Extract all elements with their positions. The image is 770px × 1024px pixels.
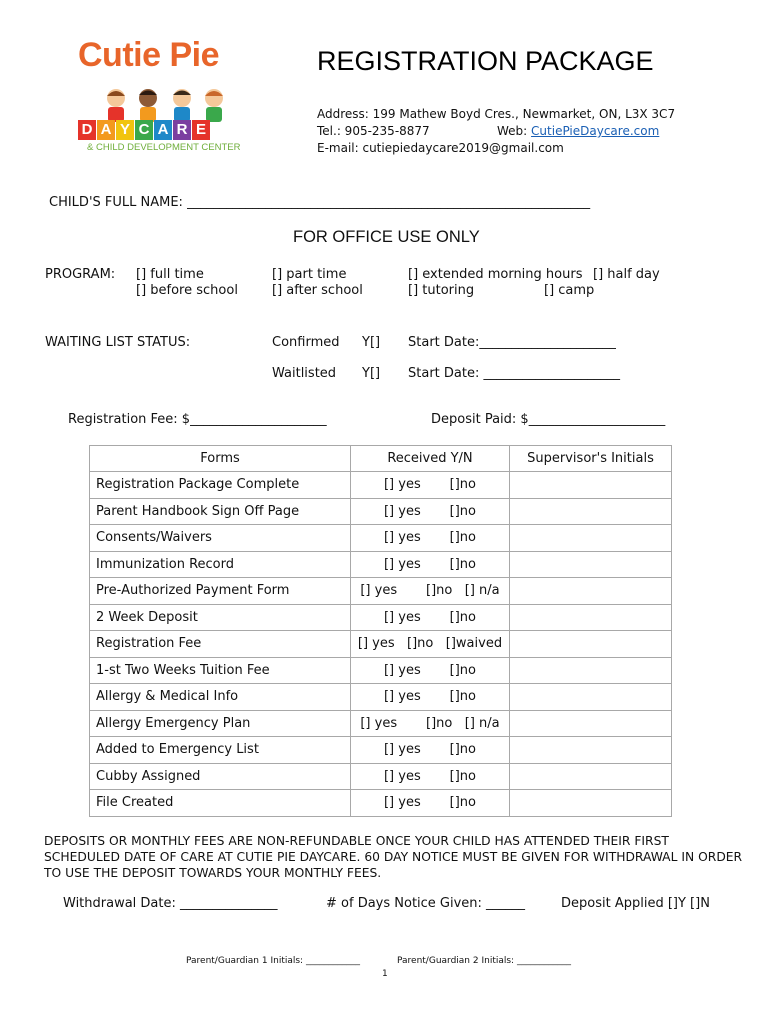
table-row bbox=[90, 525, 672, 552]
form-name: Consents/Waivers bbox=[90, 525, 351, 552]
program-part-time[interactable]: [] part time bbox=[272, 267, 347, 282]
website bbox=[497, 124, 659, 138]
received-options[interactable]: [] yes []no []waived bbox=[351, 631, 510, 658]
child-full-name-field[interactable]: CHILD'S FULL NAME: ______________________________________________________________ bbox=[49, 195, 591, 210]
supervisor-initials-cell[interactable] bbox=[510, 737, 672, 764]
form-name: Allergy Emergency Plan bbox=[90, 710, 351, 737]
received-options[interactable]: [] yes []no bbox=[351, 525, 510, 552]
table-row bbox=[90, 631, 672, 658]
table-row bbox=[90, 684, 672, 711]
supervisor-initials-cell[interactable] bbox=[510, 525, 672, 552]
table-row bbox=[90, 604, 672, 631]
logo-subtitle: & CHILD DEVELOPMENT CENTER bbox=[87, 142, 241, 153]
received-options[interactable]: [] yes []no bbox=[351, 551, 510, 578]
supervisor-initials-cell[interactable] bbox=[510, 631, 672, 658]
daycare-letter: D bbox=[78, 120, 96, 140]
parent1-initials[interactable]: Parent/Guardian 1 Initials: ____________ bbox=[186, 956, 360, 966]
refund-notice: DEPOSITS OR MONTHLY FEES ARE NON-REFUNDABLE ONCE YOUR CHILD HAS ATTENDED THEIR FIRST SCHEDULED DATE OF CARE AT CUTIE PIE DAYCARE. 60 DAY NOTICE MUST BE GIVEN FOR WITHDRAWAL IN ORDER TO USE THE DEPOSIT TOWARDS YOUR MONTHLY FEES. bbox=[44, 834, 743, 880]
form-name: Registration Fee bbox=[90, 631, 351, 658]
form-name: File Created bbox=[90, 790, 351, 817]
table-row bbox=[90, 763, 672, 790]
daycare-letter: R bbox=[173, 120, 191, 140]
form-name: 2 Week Deposit bbox=[90, 604, 351, 631]
table-row bbox=[90, 551, 672, 578]
table-row bbox=[90, 710, 672, 737]
supervisor-initials-cell[interactable] bbox=[510, 763, 672, 790]
header-initials: Supervisor's Initials bbox=[510, 446, 672, 472]
parent2-initials[interactable]: Parent/Guardian 2 Initials: ____________ bbox=[397, 956, 571, 966]
waiting-list-label: WAITING LIST STATUS: bbox=[45, 335, 191, 350]
deposit-applied-field[interactable]: Deposit Applied []Y []N bbox=[561, 896, 710, 911]
form-name: 1-st Two Weeks Tuition Fee bbox=[90, 657, 351, 684]
program-half-day[interactable]: [] half day bbox=[593, 267, 660, 282]
program-before-school[interactable]: [] before school bbox=[136, 283, 238, 298]
confirmed-label: Confirmed bbox=[272, 335, 340, 350]
received-options[interactable]: [] yes []no bbox=[351, 790, 510, 817]
form-name: Cubby Assigned bbox=[90, 763, 351, 790]
confirmed-start-date[interactable]: Start Date:_____________________ bbox=[408, 335, 616, 350]
supervisor-initials-cell[interactable] bbox=[510, 551, 672, 578]
table-row bbox=[90, 578, 672, 605]
daycare-letter: E bbox=[192, 120, 210, 140]
program-tutoring[interactable]: [] tutoring bbox=[408, 283, 475, 298]
form-name: Allergy & Medical Info bbox=[90, 684, 351, 711]
registration-fee-field[interactable]: Registration Fee: $_____________________ bbox=[68, 412, 327, 427]
supervisor-initials-cell[interactable] bbox=[510, 684, 672, 711]
supervisor-initials-cell[interactable] bbox=[510, 790, 672, 817]
program-full-time[interactable]: [] full time bbox=[136, 267, 204, 282]
table-row bbox=[90, 737, 672, 764]
program-camp[interactable]: [] camp bbox=[544, 283, 595, 298]
email: E-mail: cutiepiedaycare2019@gmail.com bbox=[317, 141, 564, 155]
form-name: Registration Package Complete bbox=[90, 472, 351, 499]
daycare-letter: Y bbox=[116, 120, 134, 140]
confirmed-checkbox[interactable]: Y[] bbox=[362, 335, 381, 350]
program-label: PROGRAM: bbox=[45, 267, 116, 282]
website-label: Web: bbox=[497, 124, 528, 138]
received-options[interactable]: [] yes []no bbox=[351, 763, 510, 790]
supervisor-initials-cell[interactable] bbox=[510, 657, 672, 684]
supervisor-initials-cell[interactable] bbox=[510, 604, 672, 631]
table-header-row bbox=[90, 446, 672, 472]
supervisor-initials-cell[interactable] bbox=[510, 472, 672, 499]
header-received: Received Y/N bbox=[351, 446, 510, 472]
received-options[interactable]: [] yes []no bbox=[351, 657, 510, 684]
received-options[interactable]: [] yes []no [] n/a bbox=[351, 710, 510, 737]
waitlisted-checkbox[interactable]: Y[] bbox=[362, 366, 381, 381]
daycare-letter: A bbox=[97, 120, 115, 140]
form-name: Parent Handbook Sign Off Page bbox=[90, 498, 351, 525]
forms-table bbox=[89, 445, 672, 817]
form-name: Immunization Record bbox=[90, 551, 351, 578]
received-options[interactable]: [] yes []no bbox=[351, 498, 510, 525]
waitlisted-start-date[interactable]: Start Date: _____________________ bbox=[408, 366, 620, 381]
address: Address: 199 Mathew Boyd Cres., Newmarket, ON, L3X 3C7 bbox=[317, 107, 676, 121]
received-options[interactable]: [] yes []no bbox=[351, 604, 510, 631]
daycare-logo bbox=[76, 36, 244, 160]
daycare-letter: C bbox=[135, 120, 153, 140]
received-options[interactable]: [] yes []no bbox=[351, 684, 510, 711]
waitlisted-label: Waitlisted bbox=[272, 366, 337, 381]
telephone: Tel.: 905-235-8877 bbox=[317, 124, 430, 138]
table-row bbox=[90, 498, 672, 525]
form-name: Added to Emergency List bbox=[90, 737, 351, 764]
daycare-letters bbox=[78, 120, 210, 140]
office-use-heading: FOR OFFICE USE ONLY bbox=[293, 228, 480, 246]
table-row bbox=[90, 790, 672, 817]
days-notice-field[interactable]: # of Days Notice Given: ______ bbox=[326, 896, 526, 911]
logo-title: Cutie Pie bbox=[78, 36, 219, 74]
supervisor-initials-cell[interactable] bbox=[510, 578, 672, 605]
received-options[interactable]: [] yes []no [] n/a bbox=[351, 578, 510, 605]
table-row bbox=[90, 472, 672, 499]
page-number: 1 bbox=[382, 969, 388, 979]
withdrawal-date-field[interactable]: Withdrawal Date: _______________ bbox=[63, 896, 278, 911]
supervisor-initials-cell[interactable] bbox=[510, 498, 672, 525]
program-after-school[interactable]: [] after school bbox=[272, 283, 363, 298]
deposit-paid-field[interactable]: Deposit Paid: $_____________________ bbox=[431, 412, 666, 427]
header-forms: Forms bbox=[90, 446, 351, 472]
page-title: REGISTRATION PACKAGE bbox=[317, 46, 654, 76]
form-name: Pre-Authorized Payment Form bbox=[90, 578, 351, 605]
supervisor-initials-cell[interactable] bbox=[510, 710, 672, 737]
received-options[interactable]: [] yes []no bbox=[351, 472, 510, 499]
received-options[interactable]: [] yes []no bbox=[351, 737, 510, 764]
website-link[interactable]: CutiePieDaycare.com bbox=[531, 124, 660, 138]
children-illustration bbox=[96, 84, 236, 124]
program-extended[interactable]: [] extended morning hours bbox=[408, 267, 583, 282]
table-row bbox=[90, 657, 672, 684]
daycare-letter: A bbox=[154, 120, 172, 140]
table-body bbox=[90, 472, 672, 817]
